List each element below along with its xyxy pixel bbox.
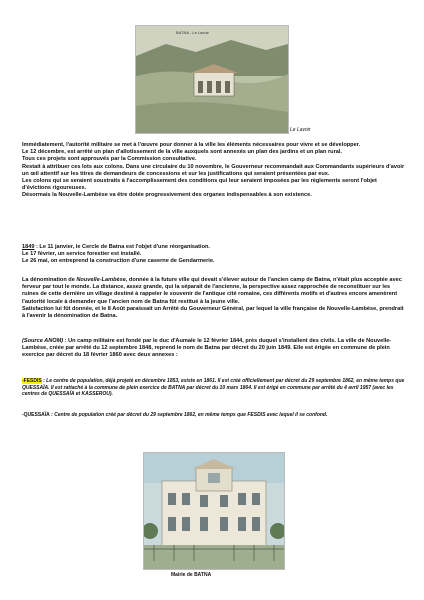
para1-line4: Restait à attribuer ces lots aux colons. Dans une circulaire du 10 novembre, le Gouverneur recommandait aux Commandants supérieurs d'avoir un œil attentif sur les titres de demandeurs de concessions et sur les justifications qui seraient présentées par eux.	[22, 163, 405, 177]
quessaia-entry	[22, 412, 406, 419]
para2-line1: : Le 11 janvier, le Cercle de Batna est l'objet d'une réorganisation.	[34, 244, 210, 250]
para2-line3: Le 26 mai, on entreprend la construction d'une caserne de Gendarmerie.	[22, 258, 215, 265]
para3-nouvelle-lambese: Nouvelle-Lambèse	[76, 277, 126, 283]
para1-line2: Le 12 décembre, est arrêté un plan d'allotissement de la ville auxquels sont annexés un plan des jardins et un plan rural.	[22, 149, 342, 156]
mairie-photo	[143, 452, 285, 570]
para1-line6: Désormais la Nouvelle-Lambèse va être dotée progressivement des organes indispensables à son existence.	[22, 192, 312, 199]
para1-line1: Immédiatement, l'autorité militaire se met à l'œuvre pour donner à la ville les éléments nécessaires pour vivre et se développer.	[22, 142, 361, 148]
para3-line-satisfaction: Satisfaction lui fût donnée, et le 8 Août paraissait un Arrêté du Gouverneur Général, par lequel la ville française de Nouvelle-Lambèse, prendrait à l'avenir la dénomination de Batna.	[22, 305, 404, 320]
paragraph-4	[22, 338, 406, 360]
fesdis-entry	[22, 378, 406, 398]
para3-text-b: , donnée à la future ville qui devait s'élever autour de l'ancien camp de Batna, n'était plus acceptée avec ferveur par tout le monde. La distance, assez grande, qui la séparait de l'ancienne, la perspective assez rapprochée de reconstituer sur les ruines de cette dernière un village destiné à rappeler le souvenir de l'antique cité romaine, ces différents motifs et d'autres encore amenèrent l'autorité locale à demander que l'ancien nom de Batna fût restitué à la jeune ville.	[22, 277, 402, 305]
para1-line3: Tous ces projets sont approuvés par la Commission consultative.	[22, 156, 197, 163]
para1-line5: Les colons qui se seraient soustraits à l'accomplissement des conditions qui leur seraient imposées par les règlements seront l'objet d'évictions rigoureuses.	[22, 178, 377, 192]
lavoir-photo	[135, 25, 289, 134]
para4-text: : Un camp militaire est fondé par le duc d'Aumale le 12 février 1844, près duquel s'installent des civils. La ville de Nouvelle-Lambèse, créée par arrêté du 12 septembre 1848, reprend le nom de Batna par décret du 20 juin 1849. Elle est érigée en commune de plein exercice par décret du 18 février 1860 avec deux annexes :	[22, 338, 392, 359]
quessaia-label: -QUESSAÏA	[22, 412, 50, 418]
paragraph-1	[22, 142, 406, 200]
fesdis-label: -FESDIS	[22, 378, 42, 384]
lavoir-caption: Le Lavoir	[290, 127, 311, 133]
para3-text-a: La dénomination de	[22, 277, 77, 283]
paragraph-2	[22, 244, 406, 266]
year-1849: 1849	[22, 244, 35, 250]
para2-line2: Le 17 février, un service forestier est installé.	[22, 251, 142, 258]
paragraph-3	[22, 277, 406, 320]
source-anom: (Source ANOM)	[22, 338, 64, 344]
quessaia-text: : Centre de population créé par décret du 29 septembre 1862, en même temps que FESDIS avec lequel il se confond.	[49, 412, 328, 418]
postcard-text: BATNA - Le Lavoir	[176, 30, 209, 35]
fesdis-text: : Le centre de population, déjà projeté en décembre 1853, existe en 1861. Il est créé officiellement par décret du 29 septembre 1862, en même temps que QUESSAÏA. Il est rattaché à la commune de plein exercice de BATNA par décret du 10 mars 1864. Il est érigé en commune par arrêté du 4 avril 1957 (avec les centres de QUESSAÏA et KASSEROU).	[22, 378, 405, 398]
mairie-caption: Mairie de BATNA	[171, 572, 212, 578]
